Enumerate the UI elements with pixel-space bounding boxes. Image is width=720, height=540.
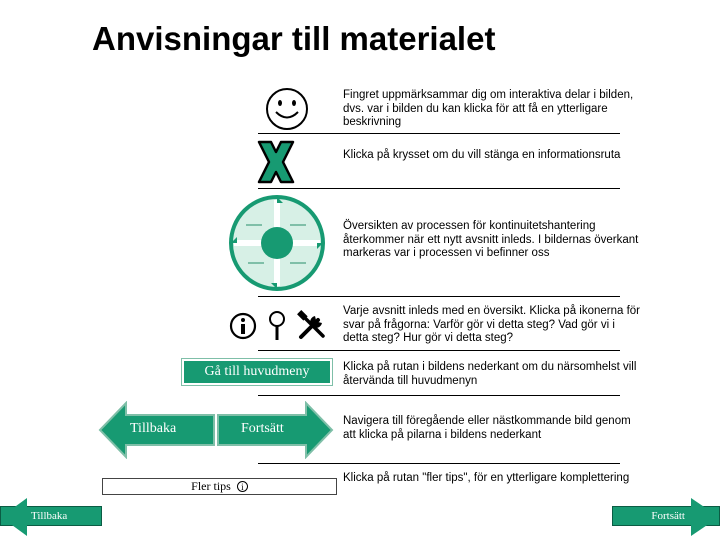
smiley-icon: [264, 86, 310, 132]
forward-arrow-label: Fortsätt: [241, 421, 284, 436]
back-button-label: Tillbaka: [31, 510, 68, 522]
divider: [258, 350, 620, 351]
instruction-text-more-tips: Klicka på rutan "fler tips", för en ytterligare komplettering: [343, 472, 630, 484]
divider: [258, 133, 620, 134]
process-cycle-diagram: [228, 194, 326, 292]
info-icon: i: [237, 481, 248, 492]
divider: [258, 296, 620, 297]
more-tips-label: Fler tips: [191, 479, 231, 493]
instruction-text-icons: Varje avsnitt inleds med en översikt. Klicka på ikonerna för svar på frågorna: Varför gör vi detta steg? Vad gör vi i detta steg? Hur gör vi detta steg?: [343, 305, 641, 344]
tools-icon: [296, 310, 328, 342]
divider: [258, 188, 620, 189]
back-arrow-label: Tillbaka: [130, 421, 177, 436]
next-button-label: Fortsätt: [651, 510, 685, 522]
divider: [258, 395, 620, 396]
page-title: Anvisningar till materialet: [92, 20, 496, 57]
main-menu-sample: Gå till huvudmeny: [182, 359, 332, 385]
close-x-icon: [255, 138, 297, 186]
instruction-text-main-menu: Klicka på rutan i bildens nederkant om du närsomhelst vill återvända till huvudmenyn: [343, 361, 637, 387]
instruction-text-close: Klicka på krysset om du vill stänga en informationsruta: [343, 149, 621, 161]
magnifier-icon: [266, 310, 288, 342]
next-button[interactable]: [612, 506, 720, 526]
info-icon: [229, 312, 257, 340]
more-tips-sample: [102, 478, 337, 495]
back-button[interactable]: [0, 506, 102, 526]
divider: [258, 463, 620, 464]
instruction-text-interactive: Fingret uppmärksammar dig om interaktiva delar i bilden, dvs. var i bilden du kan klicka för att få en ytterligare beskrivning: [343, 89, 634, 128]
instruction-text-navigate: Navigera till föregående eller nästkommande bild genom att klicka på pilarna i bildens nederkant: [343, 415, 631, 441]
instruction-text-overview: Översikten av processen för kontinuitetshantering återkommer när ett nytt avsnitt inleds. I bildernas överkant markeras var i processen vi befinner oss: [343, 220, 639, 259]
